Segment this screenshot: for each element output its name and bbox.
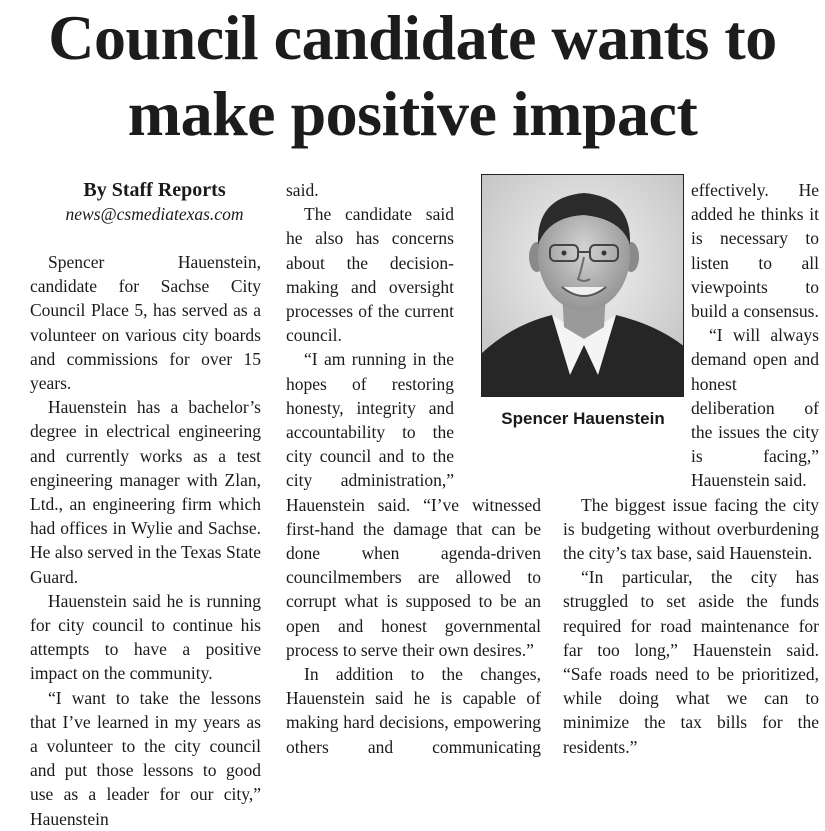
paragraph: “I am running in the hopes of restoring honesty, integrity and accountability to the city council and to the city administration,” Hauenstein said. “I’ve witnessed first-hand the damage that can be done when agenda-driven councilmembers are allowed to corrupt what is supposed to be an open and honest governmental process to serve their own desires.” (286, 349, 541, 660)
byline-author: By Staff Reports (83, 179, 226, 201)
candidate-photo (481, 174, 684, 397)
paragraph: “I will always demand open and honest deliberation of the issues the city is facing,” Hauenstein said. (691, 325, 819, 491)
byline-email[interactable]: news@csmediatexas.com (65, 204, 244, 224)
paragraph: said. (286, 180, 319, 200)
paragraph: Spencer Hauenstein, candidate for Sachse City Council Place 5, has served as a volunteer on various city boards and commissions for over 15 years. (30, 252, 261, 394)
paragraph: The biggest issue facing the city is budgeting without overburdening the city’s tax base, said Hauenstein. (563, 494, 819, 564)
photo-caption: Spencer Hauenstein (501, 409, 665, 428)
paragraph: effectively. He added he thinks it is necessary to listen to all viewpoints to build a consensus. (691, 180, 819, 322)
headline (0, 0, 825, 152)
paragraph: Hauenstein has a bachelor’s degree in electrical engineering and currently works as a test engineering manager with Zlan, Ltd., an engineering firm which had offices in Wylie and Sachse. He also served in the Texas State Guard. (30, 397, 261, 587)
paragraph: The candidate said he also has concerns about the decision-making and oversight processes of the current council. (286, 204, 454, 346)
paragraph: “In particular, the city has struggled to set aside the funds required for road maintenance for far too long,” Hauenstein said. “Safe roads need to be prioritized, while doing what we can to minimize the tax bills for the residents.” (563, 567, 819, 757)
paragraph: “I want to take the lessons that I’ve learned in my years as a volunteer to the city council and put those lessons to good use as a leader for our city,” Hauenstein (30, 687, 261, 829)
portrait-image (482, 175, 684, 397)
paragraph: In addition to the changes, Hauenstein said he is capable of making hard decisions, empowering others and communicating (286, 664, 541, 757)
headline-line-1: Council candidate wants to (48, 2, 777, 73)
paragraph: Hauenstein said he is running for city council to continue his attempts to have a positive impact on the community. (30, 590, 261, 684)
article-column-1 (30, 178, 261, 831)
headline-line-2: make positive impact (127, 78, 698, 149)
